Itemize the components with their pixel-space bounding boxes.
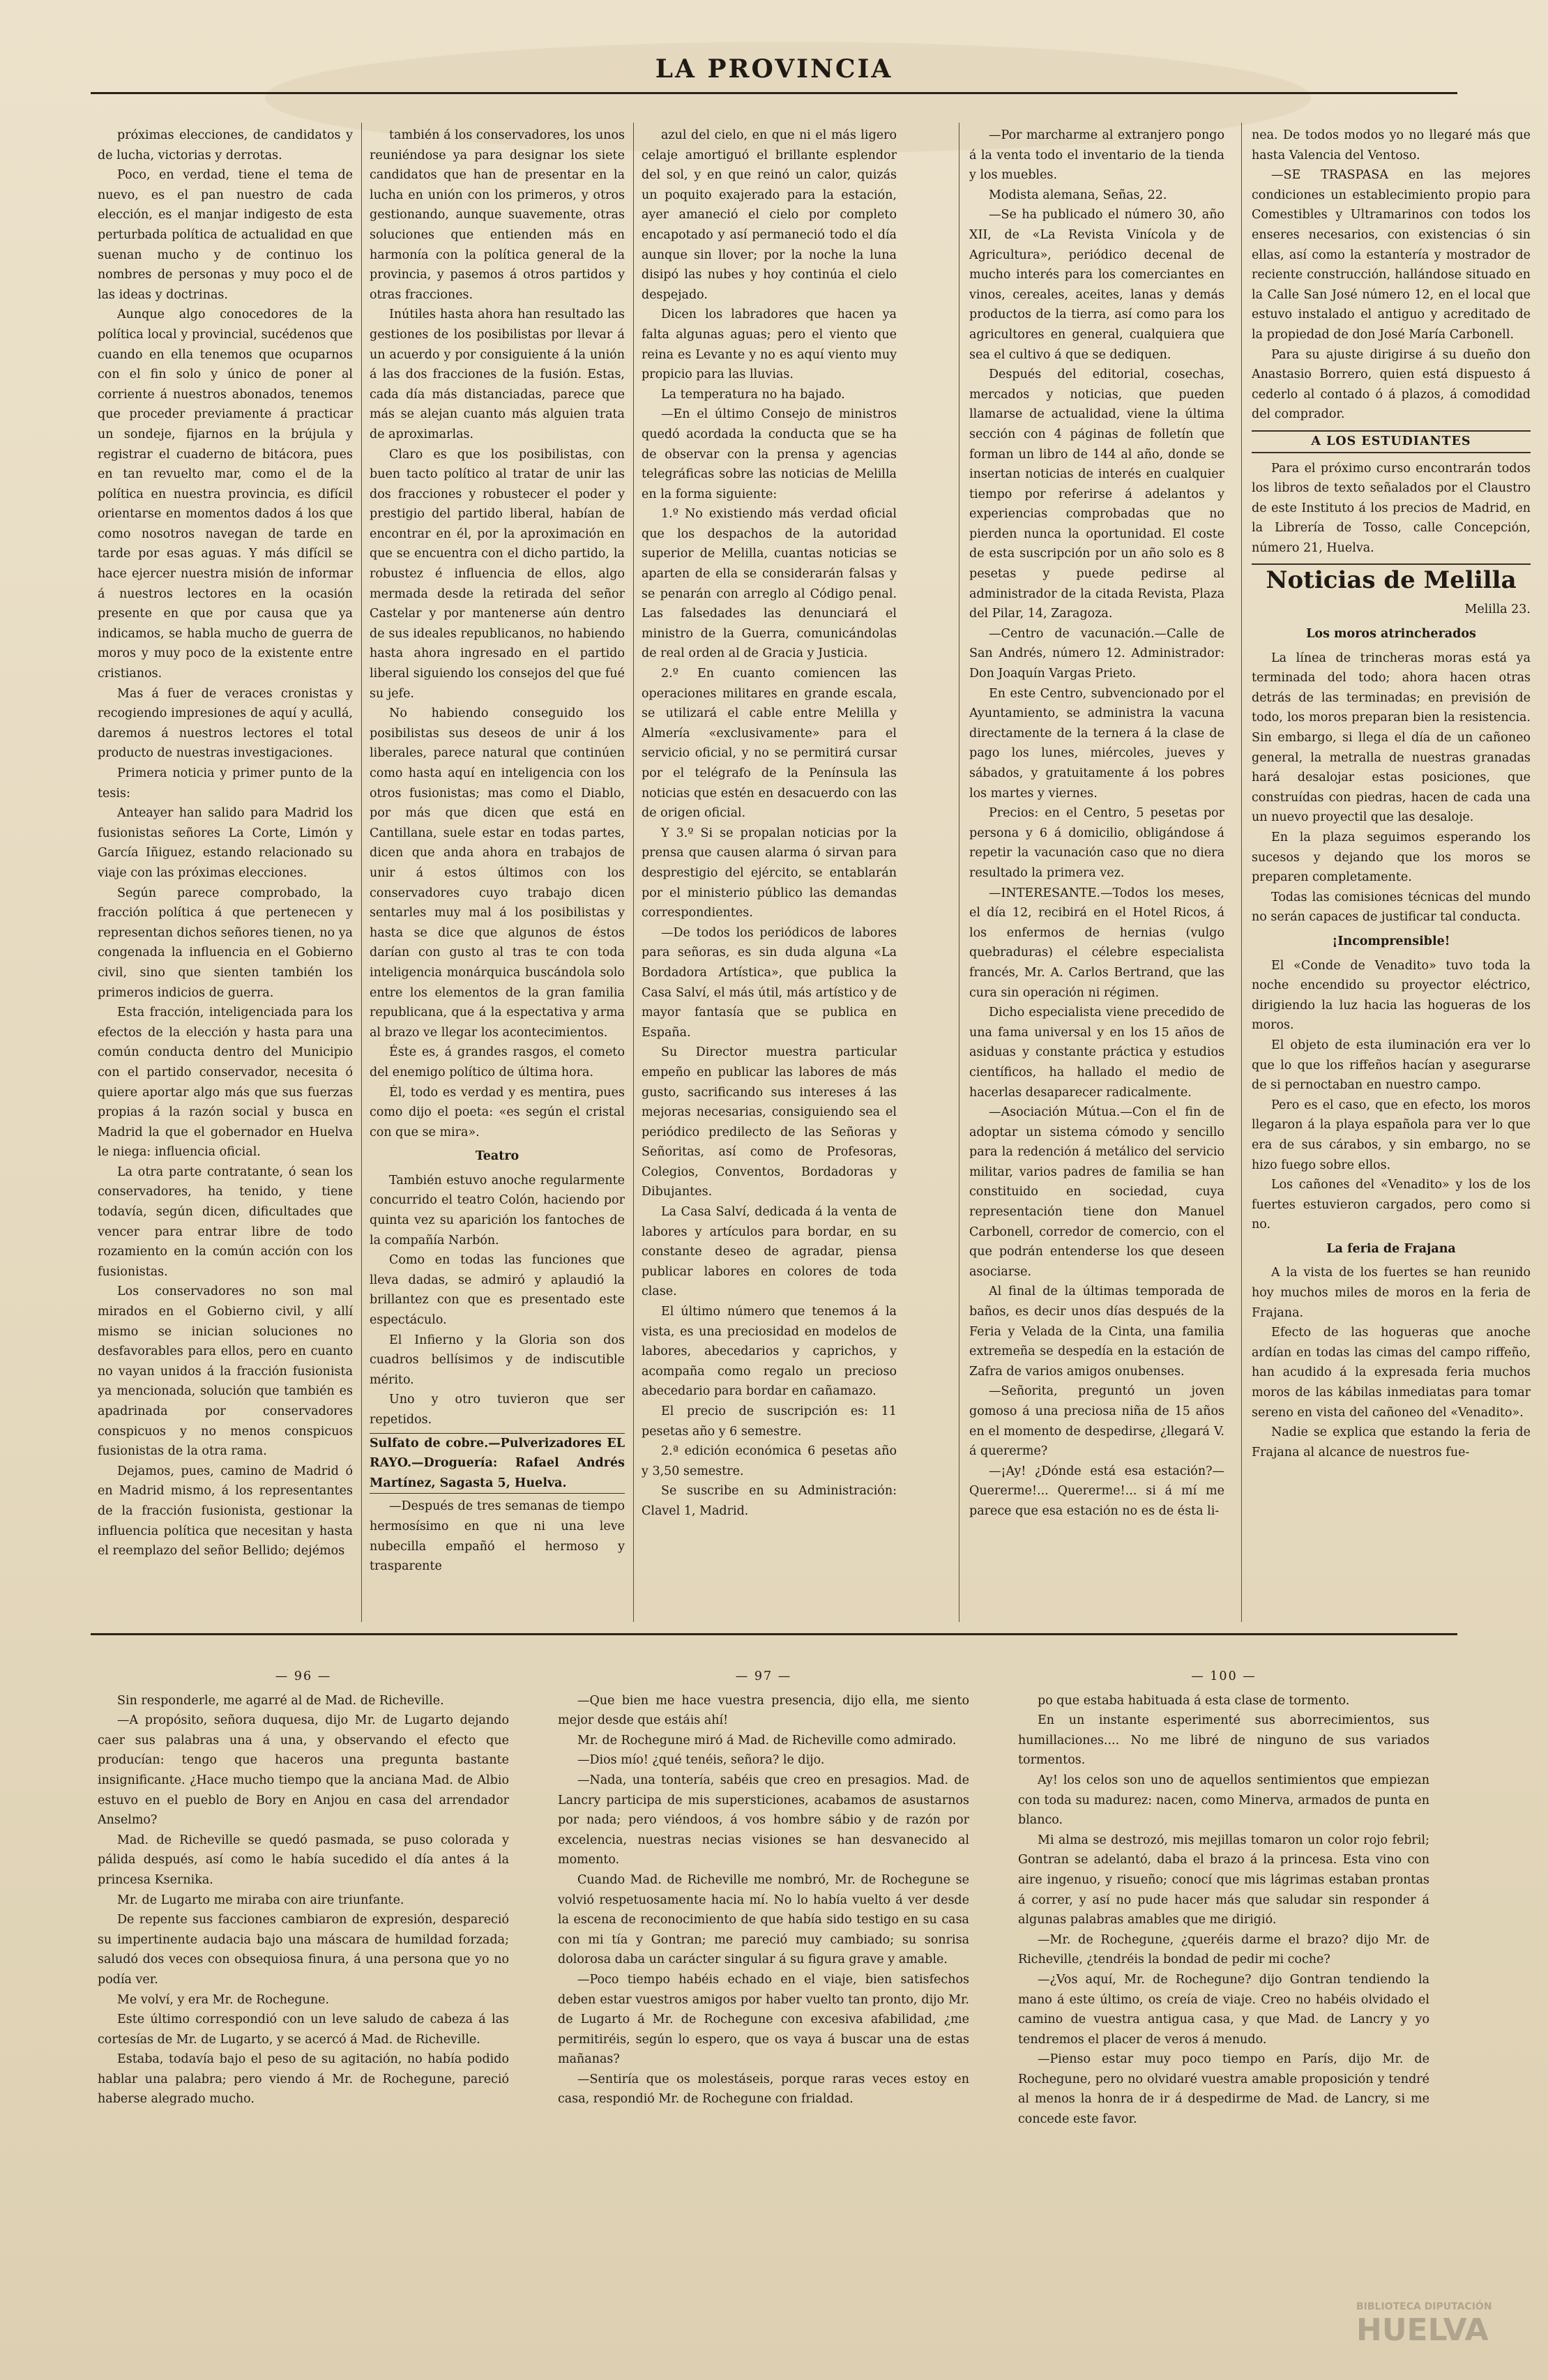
masthead-rule xyxy=(91,92,1457,94)
subheading: Los moros atrincherados xyxy=(1306,627,1476,642)
article-paragraph: Los conservadores no son mal mirados en el Gobierno civil, y allí mismo se inician soluciones no desfavorables para ellos, pero en cuanto no vayan unidos á la fracción fusionista ya mencionada, solución que también es apadrinada por conservadores conspicuos y no menos conspicuos fusionistas de la otra rama. xyxy=(98,1284,353,1459)
article-paragraph: azul del cielo, en que ni el más ligero celaje amortiguó el brillante esplendor del sol, y en que reinó un calor, quizás un poquito exajerado para la estación, ayer amaneció el cielo por completo encapotado y así permaneció todo el día aunque sin llover; por la noche la luna disipó las nubes y hoy continúa el cielo despejado. xyxy=(642,128,897,302)
article-paragraph: Éste es, á grandes rasgos, el cometo del enemigo político de última hora. xyxy=(370,1045,625,1079)
article-paragraph: nea. De todos modos yo no llegaré más que hasta Valencia del Ventoso. xyxy=(1252,128,1531,162)
article-paragraph: po que estaba habituada á esta clase de tormento. xyxy=(1038,1693,1350,1708)
article-paragraph: Sin responderle, me agarré al de Mad. de Richeville. xyxy=(117,1693,444,1708)
article-paragraph: Efecto de las hogueras que anoche ardían en todas las cimas del campo riffeño, han acudido á la expresada feria muchos moros de las kábilas inmediatas para tomar sereno en vista del cañoneo del «Venadito». xyxy=(1252,1326,1531,1420)
article-paragraph: —Dios mío! ¿qué tenéis, señora? le dijo. xyxy=(577,1753,825,1768)
article-paragraph: también á los conservadores, los unos reuniéndose ya para designar los siete candidatos que han de presentar en la lucha en unión con los primeros, y otros gestionando, aunque suavemente, otras soluciones que entienden más en harmonía con la política general de la provincia, y pasemos á otros partidos y otras fracciones. xyxy=(370,128,625,302)
article-paragraph: Uno y otro tuvieron que ser repetidos. xyxy=(370,1393,625,1427)
article-paragraph: Poco, en verdad, tiene el tema de nuevo, es el pan nuestro de cada elección, es el manjar indigesto de esta perturbada política de actualidad en que suenan mucho y de continuo los nombres de personas y muy poco el de las ideas y doctrinas. xyxy=(98,168,353,302)
article-paragraph: —De todos los periódicos de labores para señoras, es sin duda alguna «La Bordadora Artística», que publica la Casa Salví, el más útil, más artístico y de mayor fantasía que se publica en España. xyxy=(642,925,897,1040)
advertisement-estudiantes: Para el próximo curso encontrarán todos los libros de texto señalados por el Claustro de este Instituto á los precios de Madrid, en la Librería de Tosso, calle Concepción, número 21, Huelva. xyxy=(1252,461,1531,555)
section-heading-teatro: Teatro xyxy=(475,1149,519,1164)
article-paragraph: Mad. de Richeville se quedó pasmada, se puso colorada y pálida después, así como le había sucedido el día antes á la princesa Ksernika. xyxy=(98,1833,509,1887)
article-paragraph: La Casa Salví, dedicada á la venta de labores y artículos para bordar, en su constante deseo de agradar, piensa publicar labores en colores de toda clase. xyxy=(642,1205,897,1299)
article-paragraph: —Que bien me hace vuestra presencia, dijo ella, me siento mejor desde que estáis ahí! xyxy=(558,1693,969,1728)
article-paragraph: Anteayer han salido para Madrid los fusionistas señores La Corte, Limón y García Iñiguez, estando relacionado su viaje con las próximas elecciones. xyxy=(98,806,353,880)
library-seal xyxy=(1356,2301,1524,2357)
article-paragraph: Esta fracción, inteligenciada para los efectos de la elección y hasta para una común conducta dentro del Municipio con el partido conservador, necesita ó quiere aportar algo más que sus fuerzas propias á la razón social y busca en Madrid la que el gobernador en Huelva le niega: influencia oficial. xyxy=(98,1006,353,1160)
article-paragraph: El objeto de esta iluminación era ver lo que lo que los riffeños hacían y asegurarse de si pernoctaban en nuestro campo. xyxy=(1252,1038,1531,1093)
article-paragraph: —A propósito, señora duquesa, dijo Mr. de Lugarto dejando caer sus palabras una á una, y observando el efecto que producían: tengo que haceros una pregunta bastante insignificante. ¿Hace mucho tiempo que la anciana Mad. de Albio estuvo en el pueblo de Bory en Anjou en casa del arrendador Anselmo? xyxy=(98,1713,509,1828)
article-paragraph: Dicho especialista viene precedido de una fama universal y en los 15 años de asiduas y constante práctica y estudios científicos, ha hallado el medio de hacerlas desaparecer radicalmente. xyxy=(969,1006,1224,1100)
article-paragraph: —INTERESANTE.—Todos los meses, el día 12, recibirá en el Hotel Ricos, á los enfermos de hernias (vulgo quebraduras) el célebre especialista francés, Mr. A. Carlos Bertrand, que las cura sin operación ni régimen. xyxy=(969,886,1224,1000)
article-paragraph: Inútiles hasta ahora han resultado las gestiones de los posibilistas por llevar á un acuerdo y por consiguiente á la unión á las dos fracciones de la fusión. Estas, cada día más distanciadas, parece que más se alejan cuanto más alguien trata de aproximarlas. xyxy=(370,308,625,441)
column-divider xyxy=(361,123,362,1622)
column-5 xyxy=(1252,126,1531,1618)
article-paragraph: El «Conde de Venadito» tuvo toda la noche encendido su proyector eléctrico, dirigiendo la luz hacia las hogueras de los moros. xyxy=(1252,958,1531,1033)
article-paragraph: Él, todo es verdad y es mentira, pues como dijo el poeta: «es según el cristal con que se mira». xyxy=(370,1085,625,1139)
folletin-page-96 xyxy=(98,1667,509,2364)
article-paragraph: Primera noticia y primer punto de la tesis: xyxy=(98,766,353,801)
article-paragraph: En la plaza seguimos esperando los sucesos y dejando que los moros se preparen completamente. xyxy=(1252,831,1531,885)
article-paragraph: 2.º En cuanto comiencen las operaciones militares en grande escala, se utilizará el cable entre Melilla y Almería «exclusivamente» para el servicio oficial, y no se permitirá cursar por el telégrafo de la Península las noticias que estén en desacuerdo con las de origen oficial. xyxy=(642,667,897,821)
article-paragraph: —Nada, una tontería, sabéis que creo en presagios. Mad. de Lancry participa de mis supersticiones, acabamos de asustarnos por nada; pero viéndoos, á vos hombre sábio y de razón por excelencia, nuestras necias visiones se han desvanecido al momento. xyxy=(558,1773,969,1867)
masthead xyxy=(91,54,1457,91)
column-divider xyxy=(633,123,634,1622)
article-paragraph: Modista alemana, Señas, 22. xyxy=(989,188,1167,202)
article-paragraph: Claro es que los posibilistas, con buen tacto político al tratar de unir las dos fracciones y robustecer el poder y prestigio del partido liberal, habían de encontrar en él, por la aproximación en que se encuentra con el dicho partido, la robustez é influencia de ellos, algo mermada desde la retirada del señor Castelar y por mantenerse aún dentro de sus ideales republicanos, no habiendo hasta ahora ingresado en el partido liberal siguiendo los consejos del que fué su jefe. xyxy=(370,447,625,701)
article-paragraph: Todas las comisiones técnicas del mundo no serán capaces de justificar tal conducta. xyxy=(1252,890,1531,925)
article-paragraph: —Se ha publicado el número 30, año XII, de «La Revista Vinícola y de Agricultura», periódico decenal de mucho interés para los comerciantes en vinos, cereales, aceites, lanas y demás productos de la tierra, así como para los agricultores en general, cualquiera que sea el cultivo á que se dediquen. xyxy=(969,208,1224,362)
subheading: ¡Incomprensible! xyxy=(1332,934,1450,948)
dateline: Melilla 23. xyxy=(1464,602,1531,617)
article-paragraph: —Pienso estar muy poco tiempo en París, dijo Mr. de Rochegune, pero no olvidaré vuestra amable proposición y tendré al menos la honra de ir á despedirme de Mad. de Lancry, si me concede este favor. xyxy=(1018,2052,1429,2127)
column-3 xyxy=(642,126,897,1618)
article-paragraph: 1.º No existiendo más verdad oficial que los despachos de la autoridad superior de Melilla, cuantas noticias se aparten de ella se considerarán falsas y se penarán con arreglo al Código penal. Las falsedades las denunciará el ministro de la Guerra, comunicándolas de real orden al de Gracia y Justicia. xyxy=(642,507,897,661)
article-paragraph: —Poco tiempo habéis echado en el viaje, bien satisfechos deben estar vuestros amigos por haber vuelto tan pronto, dijo Mr. de Lugarto á Mr. de Rochegune con excesiva afabilidad, ¿me permitiréis, según lo espero, que os vaya á buscar una de estas mañanas? xyxy=(558,1972,969,2067)
article-paragraph: Precios: en el Centro, 5 pesetas por persona y 6 á domicilio, obligándose á repetir la vacunación caso que no diera resultado la primera vez. xyxy=(969,806,1224,880)
article-paragraph: Mas á fuer de veraces cronistas y recogiendo impresiones de aquí y acullá, daremos á nuestros lectores el total producto de nuestras investigaciones. xyxy=(98,686,353,761)
article-paragraph: Al final de la últimas temporada de baños, es decir unos días después de la Feria y Velada de la Cinta, una familia extremeña se despedía en la estación de Zafra de varios amigos onubenses. xyxy=(969,1284,1224,1379)
article-paragraph: Estaba, todavía bajo el peso de su agitación, no había podido hablar una palabra; pero viendo á Mr. de Rochegune, pareció haberse alegrado mucho. xyxy=(98,2052,509,2107)
article-paragraph: Cuando Mad. de Richeville me nombró, Mr. de Rochegune se volvió respetuosamente hacia mí. No lo había vuelto á ver desde la escena de reconocimiento de que había sido testigo en su casa con mi tía y Gontran; me pareció muy cambiado; su sonrisa dolorosa daba un carácter singular á su figura grave y amable. xyxy=(558,1872,969,1967)
article-paragraph: Mr. de Lugarto me miraba con aire triunfante. xyxy=(117,1893,404,1907)
library-seal-top: BIBLIOTECA DIPUTACIÓN xyxy=(1356,2301,1492,2312)
article-paragraph: La otra parte contratante, ó sean los conservadores, ha tenido, y tiene todavía, según dicen, dificultades que vencer para entrar libre de todo rozamiento en la común acción con los fusionistas. xyxy=(98,1165,353,1279)
article-paragraph: Me volví, y era Mr. de Rochegune. xyxy=(117,1992,330,2007)
folletin-rule xyxy=(91,1633,1457,1635)
page-number: — 96 — xyxy=(275,1669,332,1683)
article-paragraph: De repente sus facciones cambiaron de expresión, despareció su impertinente audacia bajo una máscara de humildad forzada; saludó dos veces con obsequiosa finura, á una persona que yo no podía ver. xyxy=(98,1913,509,1987)
article-paragraph: 2.ª edición económica 6 pesetas año y 3,50 semestre. xyxy=(642,1444,897,1478)
article-paragraph: El último número que tenemos á la vista, es una preciosidad en modelos de labores, abecedarios y caprichos, y acompaña como regalo un precioso abecedario para bordar en cañamazo. xyxy=(642,1305,897,1399)
article-paragraph: A la vista de los fuertes se han reunido hoy muchos miles de moros en la feria de Frajana. xyxy=(1252,1266,1531,1320)
article-paragraph: La línea de trincheras moras está ya terminada del todo; ahora hacen otras detrás de las terminadas; en previsión de todo, los moros preparan bien la resistencia. Sin embargo, si llega el día de un cañoneo general, la metralla de nuestras granadas hará desalojar estas posiciones, que construídas con piedras, hacen de cada una un nuevo proyectil que las desaloje. xyxy=(1252,651,1531,825)
article-paragraph: Se suscribe en su Administración: Clavel 1, Madrid. xyxy=(642,1484,897,1518)
page-number: — 100 — xyxy=(1191,1669,1257,1683)
article-paragraph: No habiendo conseguido los posibilistas sus deseos de unir á los liberales, parece natural que continúen como hasta aquí en inteligencia con los otros fusionistas; mas como el Diablo, por más que dicen que está en Cantillana, suele estar en todas partes, dicen que anda ahora en trabajos de unir á estos últimos con los conservadores cuyo trabajo dicen sentarles muy mal á los posibilistas y hasta se dice que algunos de éstos darían con gusto al tras te con toda inteligencia monárquica buscándola solo entre los elementos de la gran familia republicana, que á la espectativa y arma al brazo ve llegar los acontecimientos. xyxy=(370,706,625,1040)
article-paragraph: Dicen los labradores que hacen ya falta algunas aguas; pero el viento que reina es Levante y no es aquí viento muy propicio para las lluvias. xyxy=(642,308,897,382)
article-paragraph: Dejamos, pues, camino de Madrid ó en Madrid mismo, á los representantes de la fracción fusionista, gestionar la influencia política que necesitan y hasta el reemplazo del señor Bellido; dejémos xyxy=(98,1464,353,1559)
page-title: LA PROVINCIA xyxy=(655,54,893,84)
article-paragraph: —Centro de vacunación.—Calle de San Andrés, número 12. Administrador: Don Joaquín Vargas Prieto. xyxy=(969,626,1224,681)
advertisement-traspasa: —SE TRASPASA en las mejores condiciones un establecimiento propio para Comestibles y Ultramarinos con todos los enseres necesarios, con existencias ó sin ellas, así como la estantería y mostrador de reciente construcción, hallándose situado en la Calle San José número 12, en el local que estuvo instalado el antiguo y acreditado de la propiedad de don José María Carbonell. xyxy=(1252,168,1531,342)
page-number: — 97 — xyxy=(735,1669,792,1683)
folletin-page-100 xyxy=(1018,1667,1429,2364)
article-paragraph: También estuvo anoche regularmente concurrido el teatro Colón, haciendo por quinta vez su aparición los fantoches de la compañía Narbón. xyxy=(370,1173,625,1248)
article-paragraph: Este último correspondió con un leve saludo de cabeza á las cortesías de Mr. de Lugarto, y se acercó á Mad. de Richeville. xyxy=(98,2013,509,2047)
article-paragraph: Después del editorial, cosechas, mercados y noticias, que pueden llamarse de actualidad, viene la última sección con 4 páginas de folletín que forman un libro de 144 al año, donde se insertan noticias de interés en cualquier tiempo por referirse á adelantos y experiencias comprobadas que no pierden nunca la oportunidad. El coste de esta suscripción por un año solo es 8 pesetas y puede pedirse al administrador de la citada Revista, Plaza del Pilar, 14, Zaragoza. xyxy=(969,367,1224,621)
article-paragraph: La temperatura no ha bajado. xyxy=(661,387,845,402)
article-paragraph: Según parece comprobado, la fracción política á que pertenecen y representan dichos señores tienen, no ya congenada la influencia en el Gobierno civil, sino que sienten también los primeros indicios de guerra. xyxy=(98,886,353,1000)
article-paragraph: —Señorita, preguntó un joven gomoso á una preciosa niña de 15 años en el momento de despedirse, ¿llegará V. á quererme? xyxy=(969,1384,1224,1459)
library-seal-label: HUELVA xyxy=(1356,2312,1489,2348)
article-paragraph: —Mr. de Rochegune, ¿queréis darme el brazo? dijo Mr. de Richeville, ¿tendréis la bondad de pedir mi coche? xyxy=(1018,1932,1429,1967)
section-heading-estudiantes: A LOS ESTUDIANTES xyxy=(1252,430,1531,453)
article-paragraph: Nadie se explica que estando la feria de Frajana al alcance de nuestros fue- xyxy=(1252,1425,1531,1460)
section-heading-melilla: Noticias de Melilla xyxy=(1252,563,1531,596)
subheading: La feria de Frajana xyxy=(1326,1241,1456,1256)
advertisement: Sulfato de cobre.—Pulverizadores EL RAYO.—Droguería: Rafael Andrés Martínez, Sagasta 5, Huelva. xyxy=(370,1433,625,1494)
article-paragraph: Como en todas las funciones que lleva dadas, se admiró y aplaudió la brillantez con que es presentado este espectáculo. xyxy=(370,1253,625,1328)
article-paragraph: —Sentiría que os molestáseis, porque raras veces estoy en casa, respondió Mr. de Rochegune con frialdad. xyxy=(558,2072,969,2107)
article-paragraph: próximas elecciones, de candidatos y de lucha, victorias y derrotas. xyxy=(98,128,353,162)
article-paragraph: El Infierno y la Gloria son dos cuadros bellísimos y de indiscutible mérito. xyxy=(370,1333,625,1387)
article-paragraph: —¡Ay! ¿Dónde está esa estación?—Quererme!... Quererme!... si á mí me parece que esa estación no es de ésta li- xyxy=(969,1464,1224,1518)
article-paragraph: —En el último Consejo de ministros quedó acordada la conducta que se ha de observar con la prensa y agencias telegráficas sobre las noticias de Melilla en la forma siguiente: xyxy=(642,407,897,501)
article-paragraph: —¿Vos aquí, Mr. de Rochegune? dijo Gontran tendiendo la mano á este último, os creía de viaje. Creo no habéis olvidado el camino de vuestra antigua casa, y que Mad. de Lancry y yo tendremos el placer de veros á menudo. xyxy=(1018,1972,1429,2047)
article-paragraph: Pero es el caso, que en efecto, los moros llegaron á la playa española para ver lo que era de sus cárabos, y sin embargo, no se hizo fuego sobre ellos. xyxy=(1252,1098,1531,1172)
article-paragraph: Y 3.º Si se propalan noticias por la prensa que causen alarma ó sirvan para desprestigio del ejército, se entablarán por el ministerio público las demandas correspondientes. xyxy=(642,826,897,920)
article-paragraph: Ay! los celos son uno de aquellos sentimientos que empiezan con toda su madurez: nacen, como Minerva, armados de punta en blanco. xyxy=(1018,1773,1429,1828)
article-paragraph: El precio de suscripción es: 11 pesetas año y 6 semestre. xyxy=(642,1404,897,1439)
folletin-page-97 xyxy=(558,1667,969,2364)
column-4 xyxy=(969,126,1224,1618)
column-1 xyxy=(98,126,353,1618)
article-paragraph: En un instante esperimenté sus aborrecimientos, sus humillaciones.... No me libré de ninguno de sus variados tormentos. xyxy=(1018,1713,1429,1768)
article-paragraph: Su Director muestra particular empeño en publicar las labores de más gusto, sacrificando sus intereses á las mejoras necesarias, consiguiendo sea el periódico predilecto de las Señoras y Señoritas, así como de Profesoras, Colegios, Conventos, Bordadoras y Dibujantes. xyxy=(642,1045,897,1199)
column-2 xyxy=(370,126,625,1618)
article-paragraph: —Por marcharme al extranjero pongo á la venta todo el inventario de la tienda y los muebles. xyxy=(969,128,1224,183)
column-divider xyxy=(1241,123,1242,1622)
article-paragraph: Mi alma se destrozó, mis mejillas tomaron un color rojo febril; Gontran se adelantó, daba el brazo á la princesa. Esta vino con aire ingenuo, y risueño; conocí que mis lágrimas estaban prontas á correr, y así no pude hacer más que saludar sin responder á algunas palabras amables que me dirigió. xyxy=(1018,1833,1429,1927)
article-paragraph: —Después de tres semanas de tiempo hermosísimo en que ni una leve nubecilla empañó el hermoso y trasparente xyxy=(370,1499,625,1574)
article-paragraph: Mr. de Rochegune miró á Mad. de Richeville como admirado. xyxy=(577,1733,957,1748)
article-paragraph: Los cañones del «Venadito» y los de los fuertes estuvieron cargados, pero como si no. xyxy=(1252,1178,1531,1232)
article-paragraph: —Asociación Mútua.—Con el fin de adoptar un sistema cómodo y sencillo para la redención á metálico del servicio militar, varios padres de familia se han constituido en sociedad, cuya representación tiene don Manuel Carbonell, corredor de comercio, con el que podrán entenderse los que deseen asociarse. xyxy=(969,1105,1224,1279)
article-paragraph: En este Centro, subvencionado por el Ayuntamiento, se administra la vacuna directamente de la ternera á la clase de pago los lunes, miércoles, jueves y sábados, y gratuitamente á los pobres los martes y viernes. xyxy=(969,686,1224,801)
article-paragraph: Aunque algo conocedores de la política local y provincial, sucédenos que cuando en ella tenemos que ocuparnos con el fin solo y único de poner al corriente á nuestros abonados, tenemos que proceder previamente á practicar un sondeje, fijarnos en la brújula y registrar el cuaderno de bitácora, pues en tan revuelto mar, como el de la política en nuestra provincia, es difícil orientarse en momentos dados á los que como nosotros navegan de tarde en tarde por esas aguas. Y más difícil se hace ejercer nuestra misión de informar á nuestros lectores en la ocasión presente en que por causa que ya indicamos, se habla mucho de guerra de moros y muy poco de la existente entre cristianos. xyxy=(98,308,353,681)
advertisement-traspasa-contact: Para su ajuste dirigirse á su dueño don Anastasio Borrero, quien está dispuesto á cederlo al contado ó á plazos, á comodidad del comprador. xyxy=(1252,347,1531,422)
